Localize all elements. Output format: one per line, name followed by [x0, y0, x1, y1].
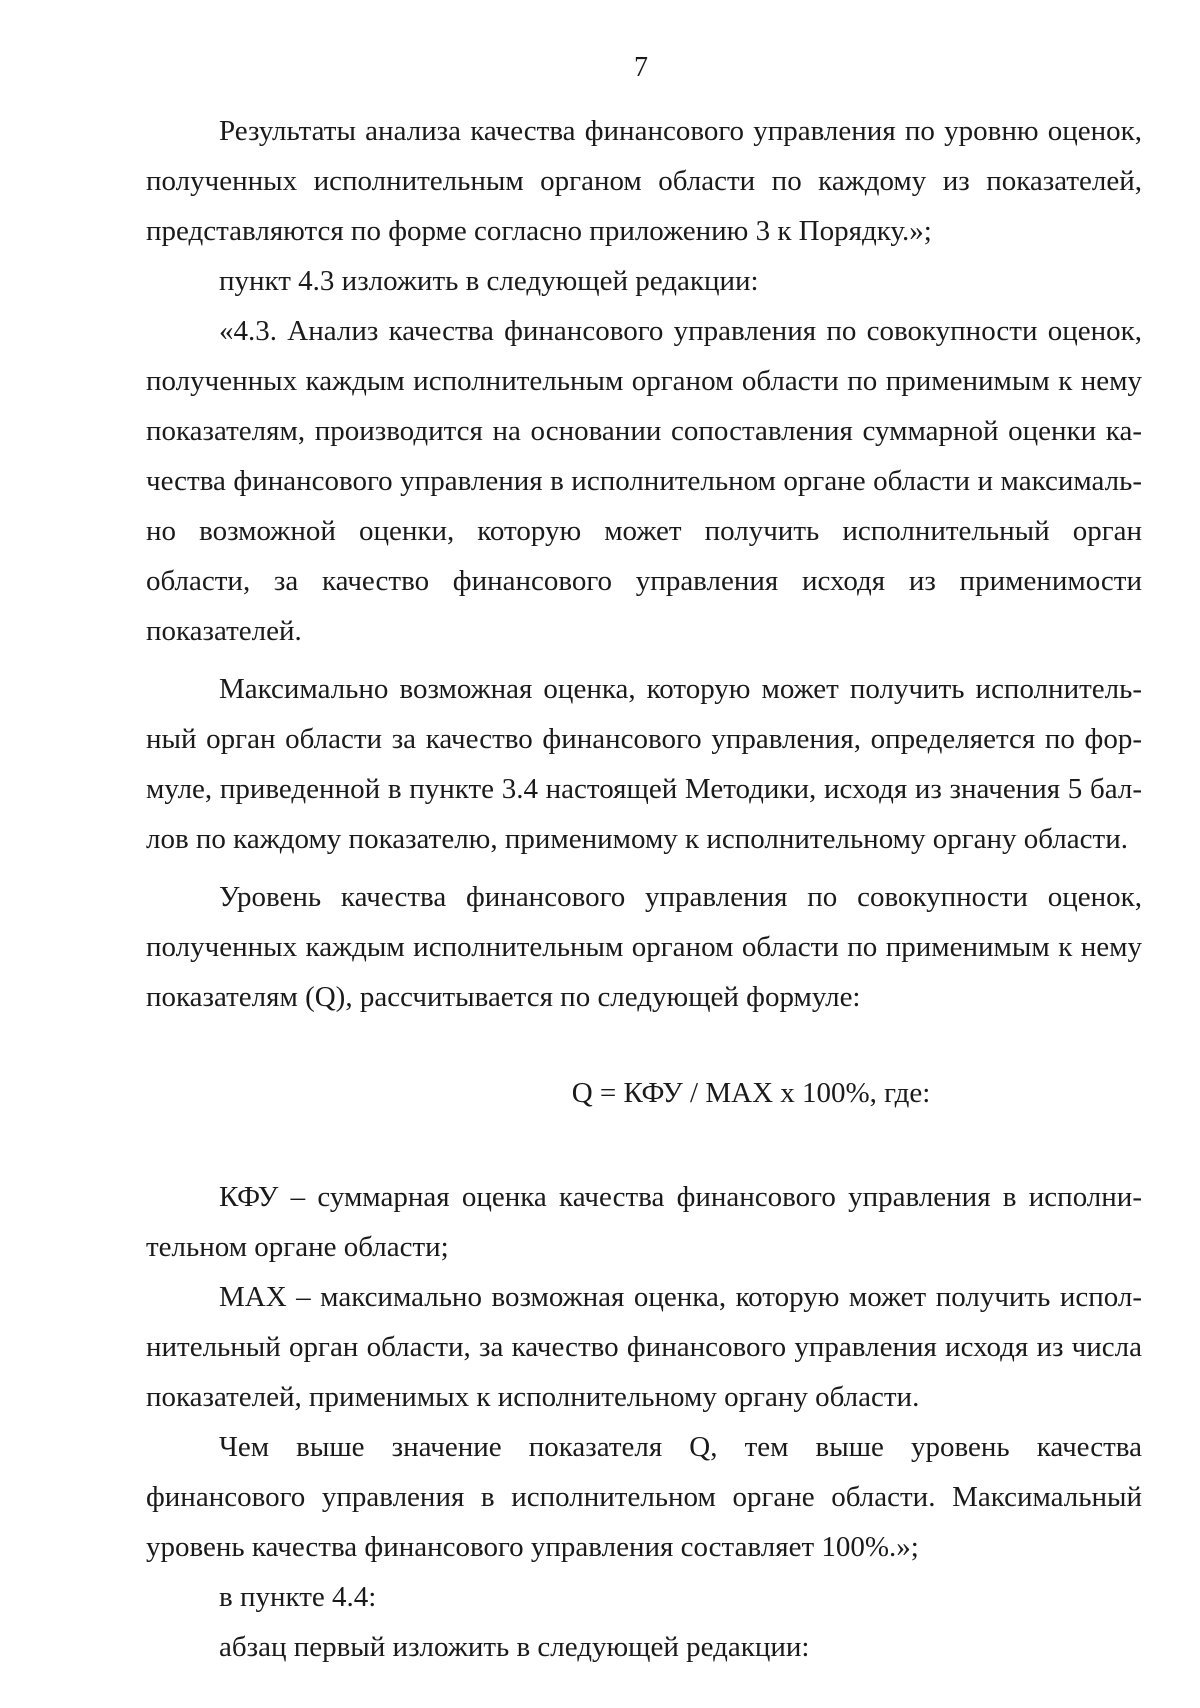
- definition-kfu: КФУ – суммарная оценка качества финансового управления в исполнительном органе области;: [146, 1181, 1142, 1263]
- formula: Q = КФУ / МАХ х 100%, где:: [571, 1077, 931, 1109]
- paragraph-clause-4-3: «4.3. Анализ качества финансового управления по совокупности оценок, полученных каждым исполнительным органом области по применимым к нему показателям, производится на основании сопоставления суммарной оценки качества финансового управления в исполнительном органе области и максимально возможной оценки, которую может получить исполнительный орган области, за качество финансового управления исходя из применимости показателей.: [146, 315, 1142, 647]
- paragraph-first-paragraph-edit: абзац первый изложить в следующей редакции:: [219, 1631, 810, 1663]
- paragraph-clause-4-3-intro: пункт 4.3 изложить в следующей редакции:: [219, 265, 759, 297]
- page-number: 7: [634, 52, 648, 83]
- paragraph-clause-4-4: в пункте 4.4:: [219, 1581, 377, 1613]
- paragraph-results: Результаты анализа качества финансового управления по уровню оценок, полученных исполнительным органом области по каждому из показателей, представляются по форме согласно приложению 3 к Порядку.»;: [146, 115, 1142, 247]
- paragraph-conclusion: Чем выше значение показателя Q, тем выше уровень качества финансового управления в исполнительном органе области. Максимальный уровень качества финансового управления составляет 100%.»;: [146, 1431, 1142, 1563]
- paragraph-max-score: Максимально возможная оценка, которую может получить исполнительный орган области за качество финансового управления, определяется по формуле, приведенной в пункте 3.4 настоящей Методики, исходя из значения 5 баллов по каждому показателю, применимому к исполнительному органу области.: [146, 673, 1142, 855]
- paragraph-quality-level: Уровень качества финансового управления по совокупности оценок, полученных каждым исполнительным органом области по применимым к нему показателям (Q), рассчитывается по следующей формуле:: [146, 881, 1142, 1013]
- definition-max: МАХ – максимально возможная оценка, которую может получить исполнительный орган области, за качество финансового управления исходя из числа показателей, применимых к исполнительному органу области.: [146, 1281, 1142, 1413]
- document-body: [146, 106, 1142, 1672]
